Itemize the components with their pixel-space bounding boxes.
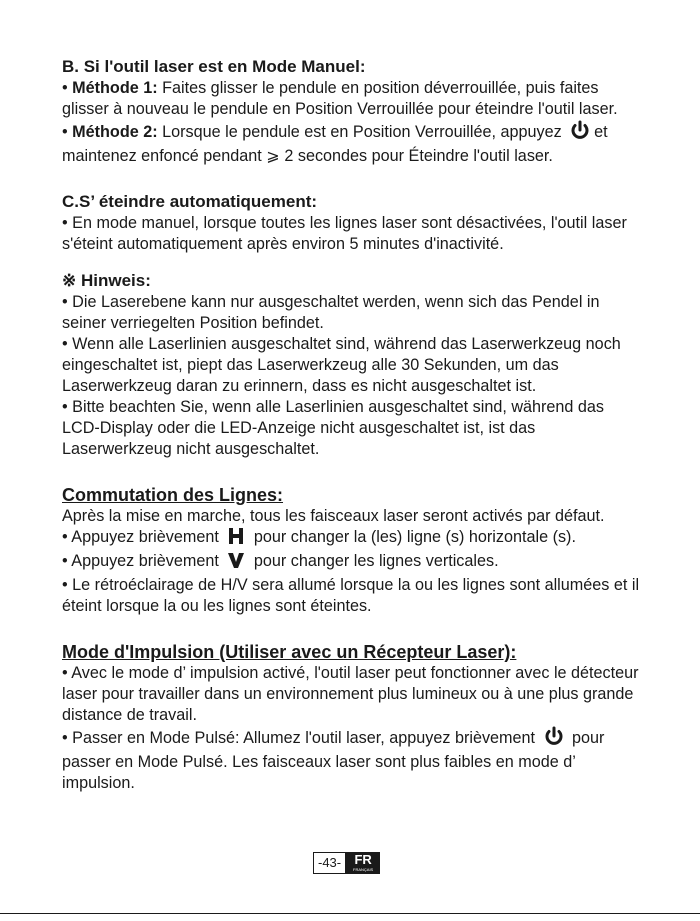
v-button-icon	[227, 551, 245, 575]
impulsion-item-2-text-b: pour passer en Mode Pulsé. Les faisceaux laser sont plus faibles en mode d’ impulsion.	[62, 729, 605, 792]
section-b-method-1: • Méthode 1: Faites glisser le pendule en position déverrouillée, puis faites glisser à nouveau le pendule en Position Verrouillée pour éteindre l'outil laser.	[62, 79, 618, 118]
page-number: -43-	[313, 852, 346, 874]
bottom-rule	[0, 913, 700, 914]
commutation-v-item: • Appuyez brièvement pour changer les lignes verticales.	[62, 551, 642, 575]
commutation-backlight: • Le rétroéclairage de H/V sera allumé lorsque la ou les lignes sont allumées et il éteint lorsque la ou les lignes sont éteintes.	[62, 576, 640, 615]
impulsion-item-1: • Avec le mode d’ impulsion activé, l'outil laser peut fonctionner avec le détecteur laser pour travailler dans un environnement plus lumineux ou à une plus grande distance de travail.	[62, 664, 639, 724]
commutation-h-text-b: pour changer la (les) ligne (s) horizontale (s).	[249, 528, 576, 546]
commutation-h-text-a: Appuyez brièvement	[71, 528, 224, 546]
language-name: FRANÇAIS	[353, 867, 374, 872]
hinweis-item: • Die Laserebene kann nur ausgeschaltet werden, wenn sich das Pendel in seiner verriegelten Position befindet.	[62, 293, 600, 332]
language-code: FR	[354, 852, 372, 867]
page-footer	[313, 852, 380, 874]
page-content	[62, 56, 642, 794]
impulsion-item-1-text: Avec le mode d’ impulsion activé, l'outil laser peut fonctionner avec le détecteur laser pour travailler dans un environnement plus lumineux ou à une plus grande distance de travail.	[62, 664, 639, 724]
hinweis-item-text: Die Laserebene kann nur ausgeschaltet werden, wenn sich das Pendel in seiner verriegelten Position befindet.	[62, 293, 600, 332]
impulsion-item-2-text-a: Passer en Mode Pulsé: Allumez l'outil laser, appuyez brièvement	[72, 729, 540, 747]
section-c-title: C.S’ éteindre automatiquement:	[62, 192, 318, 211]
hinweis-item: • Wenn alle Laserlinien ausgeschaltet sind, während das Laserwerkzeug noch eingeschaltet ist, piept das Laserwerkzeug alle 30 Sekunden, um das Laserwerkzeug daran zu erinnern, dass es nicht ausgeschaltet ist.	[62, 335, 621, 395]
hinweis-item-text: Wenn alle Laserlinien ausgeschaltet sind, während das Laserwerkzeug noch eingeschaltet ist, piept das Laserwerkzeug alle 30 Sekunden, um das Laserwerkzeug daran zu erinnern, dass es nicht ausgeschaltet ist.	[62, 335, 621, 395]
power-icon	[544, 726, 564, 752]
commutation-v-text-b: pour changer les lignes verticales.	[249, 552, 499, 570]
method-2-text-a: Lorsque le pendule est en Position Verrouillée, appuyez	[157, 123, 567, 141]
commutation-title: Commutation des Lignes:	[62, 485, 284, 505]
section-b-title: B. Si l'outil laser est en Mode Manuel:	[62, 57, 366, 76]
commutation-h-item: • Appuyez brièvement pour changer la (les) ligne (s) horizontale (s).	[62, 527, 642, 551]
h-button-icon	[227, 527, 245, 551]
hinweis-item: • Bitte beachten Sie, wenn alle Laserlinien ausgeschaltet sind, während das LCD-Display oder die LED-Anzeige nicht ausgeschaltet ist, ist das Laserwerkzeug nicht ausgeschaltet.	[62, 398, 605, 458]
hinweis-item-text: Bitte beachten Sie, wenn alle Laserlinien ausgeschaltet sind, während das LCD-Display oder die LED-Anzeige nicht ausgeschaltet ist, ist das Laserwerkzeug nicht ausgeschaltet.	[62, 398, 605, 458]
impulsion-item-2: • Passer en Mode Pulsé: Allumez l'outil laser, appuyez brièvement pour passer en Mode Pulsé. Les faisceaux laser sont plus faibles en mode d’ impulsion.	[62, 726, 642, 794]
method-1-text: Faites glisser le pendule en position déverrouillée, puis faites glisser à nouveau le pendule en Position Verrouillée pour éteindre l'outil laser.	[62, 79, 618, 118]
commutation-intro: Après la mise en marche, tous les faisceaux laser seront activés par défaut.	[62, 507, 605, 525]
impulsion-title: Mode d'Impulsion (Utiliser avec un Récepteur Laser):	[62, 642, 517, 662]
method-2-label: Méthode 2:	[72, 123, 158, 141]
commutation-v-text-a: Appuyez brièvement	[71, 552, 224, 570]
power-icon	[570, 120, 590, 146]
commutation-backlight-text: Le rétroéclairage de H/V sera allumé lorsque la ou les lignes sont allumées et il éteint lorsque la ou les lignes sont éteintes.	[62, 576, 640, 615]
method-1-label: Méthode 1:	[72, 79, 158, 97]
section-c-text: • En mode manuel, lorsque toutes les lignes laser sont désactivées, l'outil laser s'éteint automatiquement après environ 5 minutes d'inactivité.	[62, 214, 627, 253]
language-badge	[346, 852, 380, 874]
section-c-body: En mode manuel, lorsque toutes les lignes laser sont désactivées, l'outil laser s'éteint automatiquement après environ 5 minutes d'inactivité.	[62, 214, 627, 253]
section-b-method-2: • Méthode 2: Lorsque le pendule est en Position Verrouillée, appuyez et maintenez enfoncé pendant ⩾ 2 secondes pour Éteindre l'outil laser.	[62, 120, 642, 167]
method-2-text-b: et maintenez enfoncé pendant ⩾ 2 secondes pour Éteindre l'outil laser.	[62, 123, 608, 165]
hinweis-title: ※ Hinweis:	[62, 271, 151, 290]
